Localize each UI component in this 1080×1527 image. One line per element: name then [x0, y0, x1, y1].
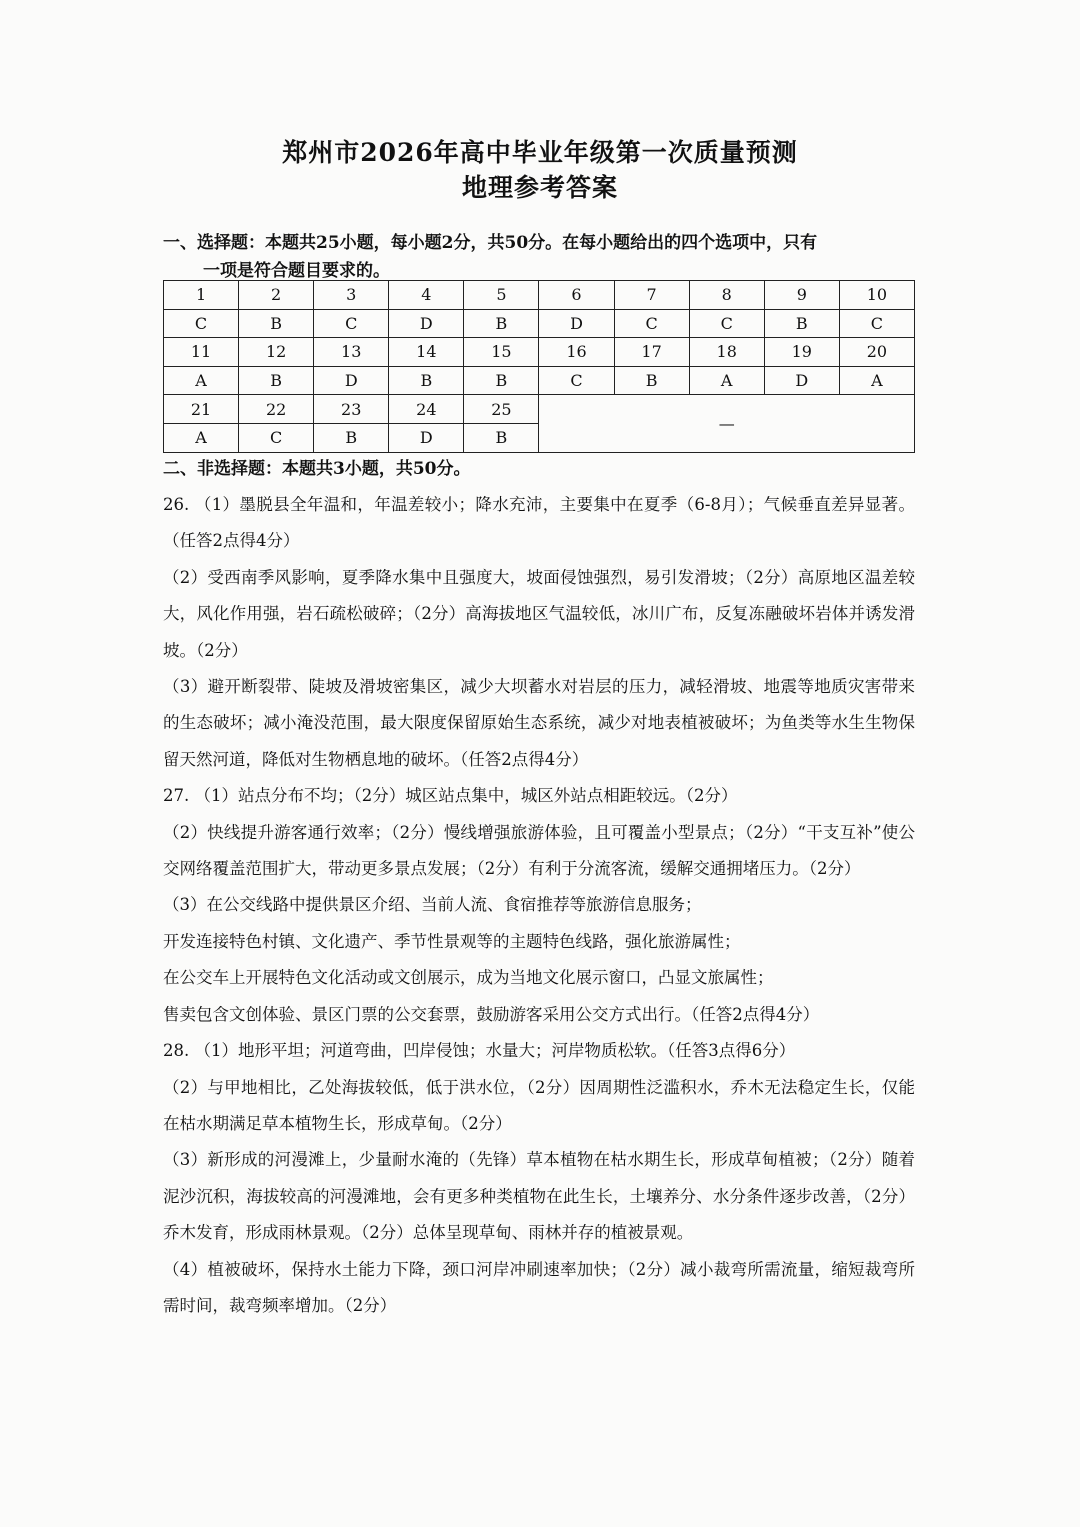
question-number: 14	[389, 338, 464, 367]
answer-cell: B	[464, 366, 539, 395]
answer-body	[163, 487, 915, 1324]
answer-cell: C	[314, 309, 389, 338]
question-number: 10	[839, 281, 914, 310]
question-number: 24	[389, 395, 464, 424]
answer-cell: B	[389, 366, 464, 395]
answer-paragraph-27-3b: 开发连接特色村镇、文化遗产、季节性景观等的主题特色线路，强化旅游属性；	[163, 931, 741, 951]
question-number: 20	[839, 338, 914, 367]
answer-cell: C	[689, 309, 764, 338]
answer-cell: A	[839, 366, 914, 395]
answer-cell: B	[764, 309, 839, 338]
answer-cell: C	[539, 366, 614, 395]
question-number: 1	[164, 281, 239, 310]
question-number: 8	[689, 281, 764, 310]
answer-paragraph-27-3a: （3）在公交线路中提供景区介绍、当前人流、食宿推荐等旅游信息服务；	[163, 895, 702, 915]
answer-cell: B	[239, 366, 314, 395]
answer-paragraph-28-4: （4）植被破坏，保持水土能力下降，颈口河岸冲刷速率加快；（2分）减小裁弯所需流量，缩短裁弯所需时间，裁弯频率增加。（2分）	[163, 1259, 915, 1315]
answer-paragraph-28-3: （3）新形成的河漫滩上，少量耐水淹的（先锋）草本植物在枯水期生长，形成草甸植被；（2分）随着泥沙沉积，海拔较高的河漫滩地，会有更多种类植物在此生长，土壤养分、水分条件逐步改善，（2分）乔木发育，形成雨林景观。（2分）总体呈现草甸、雨林并存的植被景观。	[163, 1150, 915, 1243]
question-number: 19	[764, 338, 839, 367]
question-number: 15	[464, 338, 539, 367]
answer-cell: B	[239, 309, 314, 338]
answer-paragraph-26-3: （3）避开断裂带、陡坡及滑坡密集区，减少大坝蓄水对岩层的压力，减轻滑坡、地震等地质灾害带来的生态破坏；减小淹没范围，最大限度保留原始生态系统，减少对地表植被破坏；为鱼类等水生生物保留天然河道，降低对生物栖息地的破坏。（任答2点得4分）	[163, 677, 915, 769]
answer-paragraph-27-3c: 在公交车上开展特色文化活动或文创展示，成为当地文化展示窗口，凸显文旅属性；	[163, 968, 774, 988]
question-number: 18	[689, 338, 764, 367]
answer-paragraph-26-1: 26. （1）墨脱县全年温和，年温差较小；降水充沛，主要集中在夏季（6-8月）；气候垂直差异显著。（任答2点得4分）	[163, 495, 915, 551]
answer-cell: D	[389, 309, 464, 338]
answer-cell: C	[839, 309, 914, 338]
answer-cell: D	[389, 423, 464, 452]
blank-cell: —	[539, 395, 915, 452]
question-number: 3	[314, 281, 389, 310]
answer-cell: C	[164, 309, 239, 338]
question-number: 23	[314, 395, 389, 424]
question-number: 11	[164, 338, 239, 367]
answer-cell: D	[314, 366, 389, 395]
question-number: 22	[239, 395, 314, 424]
answer-paragraph-28-1: 28. （1）地形平坦；河道弯曲，凹岸侵蚀；水量大；河岸物质松软。（任答3点得6分）	[163, 1041, 796, 1061]
answer-paragraph-27-3d: 售卖包含文创体验、景区门票的公交套票，鼓励游客采用公交方式出行。（任答2点得4分）	[163, 1004, 820, 1024]
answer-cell: B	[614, 366, 689, 395]
table-row	[164, 366, 915, 395]
question-number: 13	[314, 338, 389, 367]
answer-cell: D	[764, 366, 839, 395]
answer-paragraph-27-2: （2）快线提升游客通行效率；（2分）慢线增强旅游体验，且可覆盖小型景点；（2分）“干支互补”使公交网络覆盖范围扩大，带动更多景点发展；（2分）有利于分流客流，缓解交通拥堵压力。（2分）	[163, 822, 915, 879]
answer-table	[163, 280, 915, 453]
section-choice-heading	[163, 229, 923, 285]
answer-cell: B	[464, 309, 539, 338]
question-number: 6	[539, 281, 614, 310]
answer-cell: D	[539, 309, 614, 338]
question-number: 21	[164, 395, 239, 424]
section-open-heading: 二、非选择题：本题共3小题，共50分。	[163, 459, 471, 479]
answer-cell: B	[314, 423, 389, 452]
section-choice-heading-line1: 一、选择题：本题共25小题，每小题2分，共50分。在每小题给出的四个选项中，只有	[163, 233, 818, 253]
answer-cell: B	[464, 423, 539, 452]
table-row	[164, 395, 915, 424]
page-subtitle: 地理参考答案	[461, 173, 618, 202]
question-number: 16	[539, 338, 614, 367]
question-number: 4	[389, 281, 464, 310]
answer-cell: A	[164, 423, 239, 452]
table-row	[164, 338, 915, 367]
answer-cell: C	[239, 423, 314, 452]
answer-cell: A	[689, 366, 764, 395]
question-number: 9	[764, 281, 839, 310]
question-number: 2	[239, 281, 314, 310]
question-number: 5	[464, 281, 539, 310]
page-title: 郑州市2026年高中毕业年级第一次质量预测	[282, 138, 798, 167]
table-row	[164, 309, 915, 338]
answer-cell: A	[164, 366, 239, 395]
question-number: 25	[464, 395, 539, 424]
answer-cell: C	[614, 309, 689, 338]
question-number: 17	[614, 338, 689, 367]
answer-paragraph-26-2: （2）受西南季风影响，夏季降水集中且强度大，坡面侵蚀强烈，易引发滑坡；（2分）高原地区温差较大，风化作用强，岩石疏松破碎；（2分）高海拔地区气温较低，冰川广布，反复冻融破坏岩体并诱发滑坡。（2分）	[163, 567, 915, 660]
answer-paragraph-28-2: （2）与甲地相比，乙处海拔较低，低于洪水位，（2分）因周期性泛滥积水，乔木无法稳定生长，仅能在枯水期满足草本植物生长，形成草甸。（2分）	[163, 1077, 915, 1133]
section-choice-heading-line2: 一项是符合题目要求的。	[203, 261, 390, 281]
answer-paragraph-27-1: 27. （1）站点分布不均；（2分）城区站点集中，城区外站点相距较远。（2分）	[163, 786, 738, 806]
question-number: 12	[239, 338, 314, 367]
table-row	[164, 281, 915, 310]
question-number: 7	[614, 281, 689, 310]
